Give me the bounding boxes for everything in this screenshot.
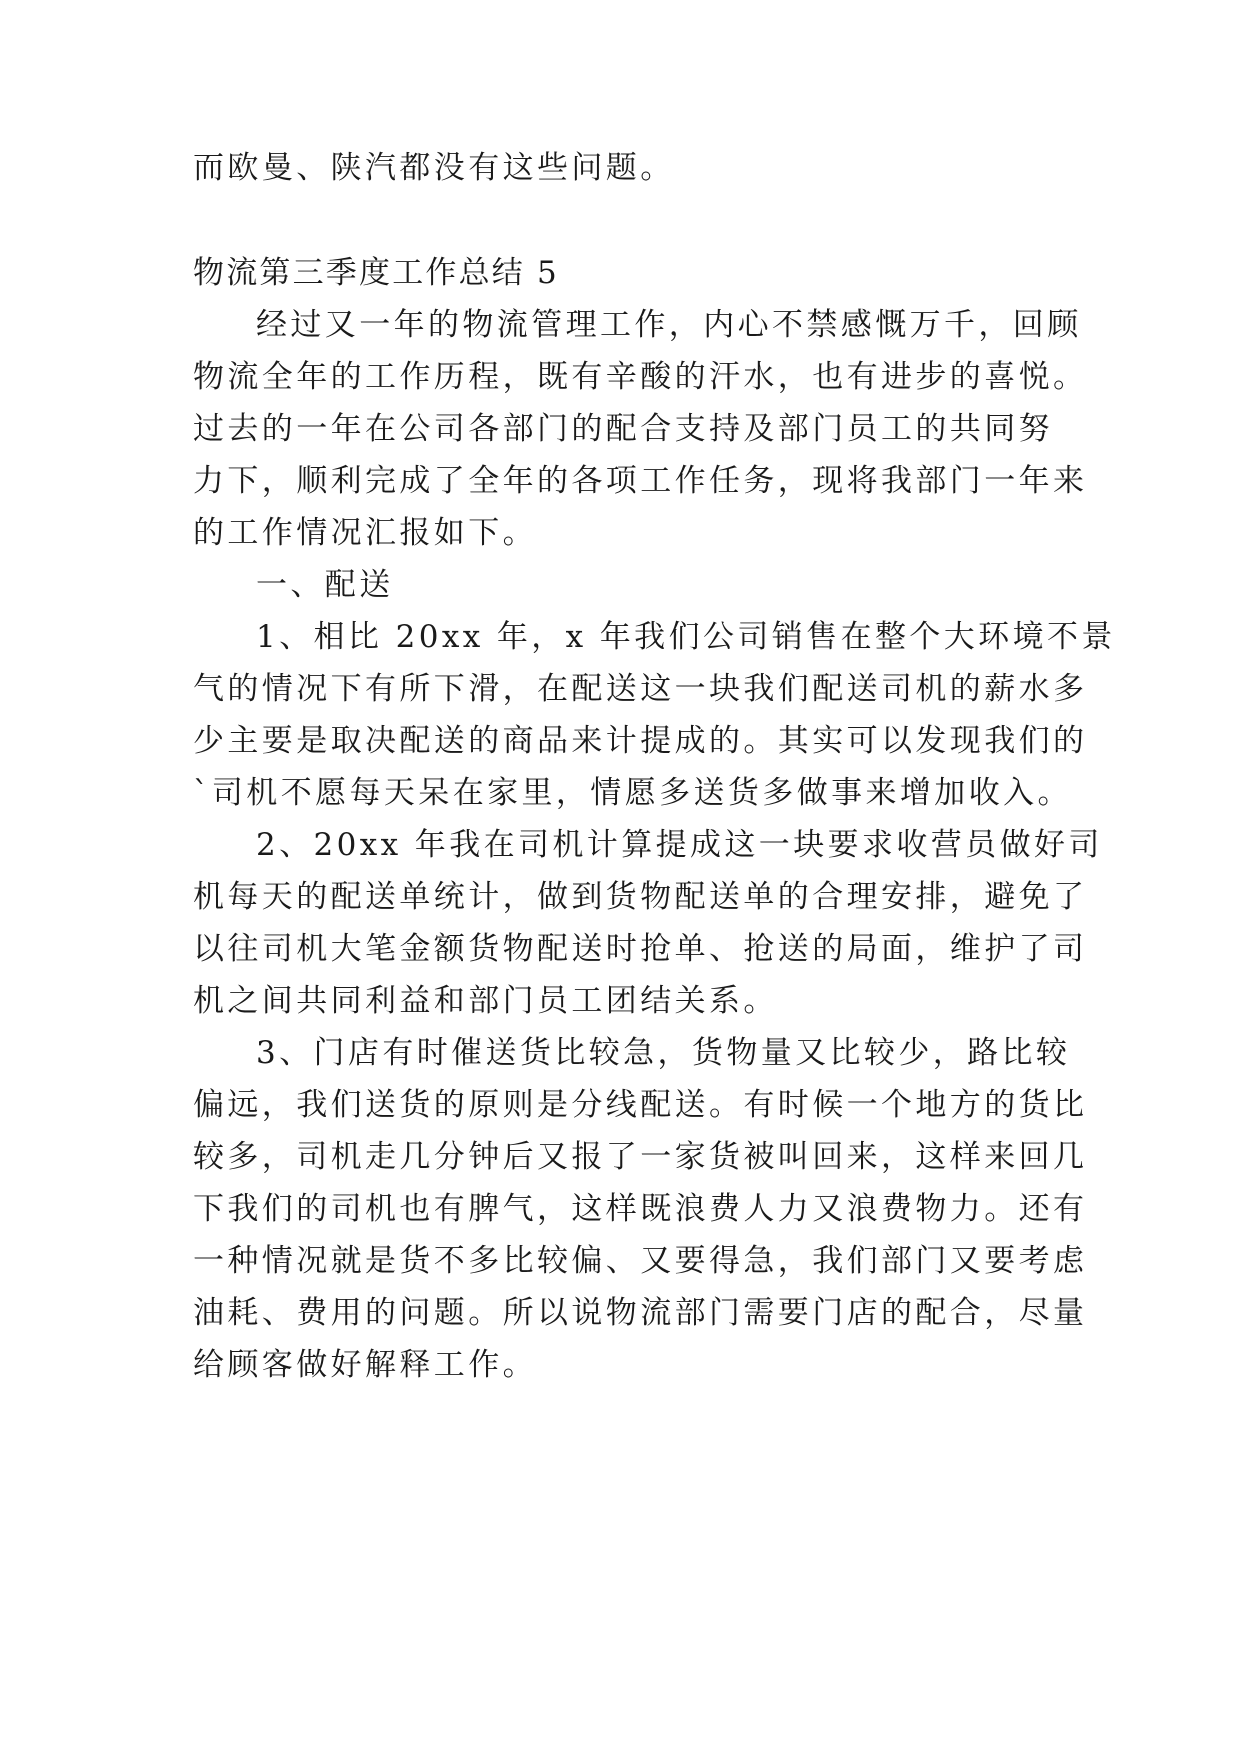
paragraph-line: 下我们的司机也有脾气，这样既浪费人力又浪费物力。还有 [193,1191,1088,1227]
paragraph-line: 以往司机大笔金额货物配送时抢单、抢送的局面，维护了司 [193,931,1088,967]
continuation-line: 而欧曼、陕汽都没有这些问题。 [193,150,675,186]
paragraph-line: 经过又一年的物流管理工作，内心不禁感慨万千，回顾 [256,307,1082,343]
subheading-delivery: 一、配送 [256,567,394,603]
paragraph-line: 3、门店有时催送货比较急，货物量又比较少，路比较 [256,1035,1071,1071]
paragraph-line: 力下，顺利完成了全年的各项工作任务，现将我部门一年来 [193,463,1088,499]
paragraph-line: 2、20xx 年我在司机计算提成这一块要求收营员做好司 [256,827,1103,863]
paragraph-line: 1、相比 20xx 年，x 年我们公司销售在整个大环境不景 [256,619,1116,655]
paragraph-line: 的工作情况汇报如下。 [193,515,537,551]
paragraph-line: `司机不愿每天呆在家里，情愿多送货多做事来增加收入。 [193,775,1072,811]
paragraph-line: 油耗、费用的问题。所以说物流部门需要门店的配合，尽量 [193,1295,1088,1331]
paragraph-line: 偏远，我们送货的原则是分线配送。有时候一个地方的货比 [193,1087,1088,1123]
paragraph-line: 过去的一年在公司各部门的配合支持及部门员工的共同努 [193,411,1053,447]
paragraph-line: 机之间共同利益和部门员工团结关系。 [193,983,778,1019]
paragraph-line: 一种情况就是货不多比较偏、又要得急，我们部门又要考虑 [193,1243,1088,1279]
paragraph-line: 给顾客做好解释工作。 [193,1347,537,1383]
paragraph-line: 物流全年的工作历程，既有辛酸的汗水，也有进步的喜悦。 [193,359,1088,395]
paragraph-line: 少主要是取决配送的商品来计提成的。其实可以发现我们的 [193,723,1088,759]
paragraph-line: 较多，司机走几分钟后又报了一家货被叫回来，这样来回几 [193,1139,1088,1175]
paragraph-line: 气的情况下有所下滑，在配送这一块我们配送司机的薪水多 [193,671,1088,707]
paragraph-line: 机每天的配送单统计，做到货物配送单的合理安排，避免了 [193,879,1088,915]
section-title: 物流第三季度工作总结 5 [193,255,559,291]
